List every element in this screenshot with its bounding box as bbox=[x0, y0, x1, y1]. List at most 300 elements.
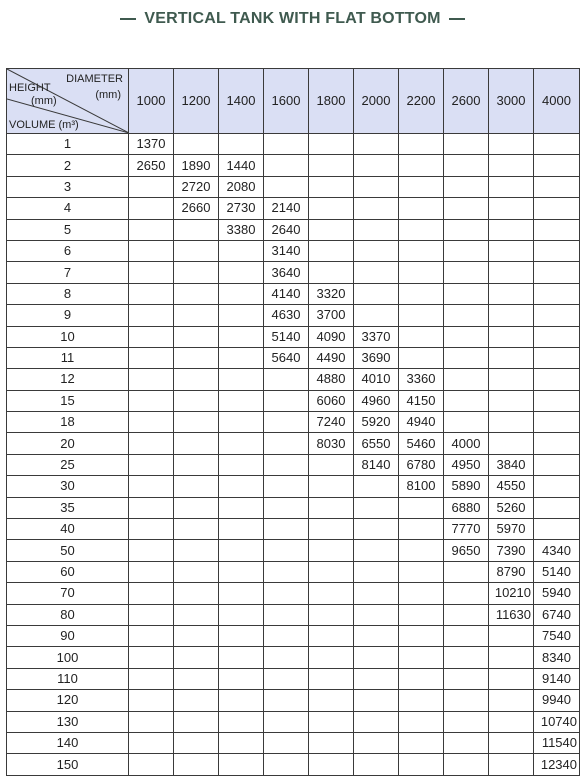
height-cell: 9650 bbox=[444, 540, 489, 561]
height-cell bbox=[129, 711, 174, 732]
height-cell: 2720 bbox=[174, 176, 219, 197]
height-cell bbox=[174, 583, 219, 604]
volume-cell: 8 bbox=[7, 283, 129, 304]
height-cell bbox=[399, 625, 444, 646]
height-cell: 4340 bbox=[534, 540, 580, 561]
height-cell bbox=[174, 561, 219, 582]
volume-label: VOLUME (m³) bbox=[9, 119, 79, 131]
height-cell bbox=[129, 369, 174, 390]
height-cell bbox=[489, 433, 534, 454]
height-cell bbox=[264, 155, 309, 176]
height-cell: 11540 bbox=[534, 732, 580, 753]
height-cell bbox=[534, 347, 580, 368]
height-cell bbox=[489, 369, 534, 390]
height-cell bbox=[219, 262, 264, 283]
height-cell bbox=[444, 176, 489, 197]
table-row bbox=[7, 155, 580, 176]
height-cell bbox=[534, 198, 580, 219]
diameter-label: DIAMETER bbox=[66, 73, 123, 85]
height-cell: 2650 bbox=[129, 155, 174, 176]
height-cell bbox=[534, 155, 580, 176]
height-cell bbox=[354, 561, 399, 582]
height-cell: 5940 bbox=[534, 583, 580, 604]
height-cell bbox=[489, 754, 534, 775]
table-row bbox=[7, 326, 580, 347]
height-cell bbox=[309, 155, 354, 176]
height-cell bbox=[489, 134, 534, 155]
height-cell bbox=[174, 240, 219, 261]
height-cell bbox=[264, 540, 309, 561]
height-cell bbox=[444, 326, 489, 347]
height-cell bbox=[264, 369, 309, 390]
height-cell bbox=[354, 690, 399, 711]
height-cell bbox=[489, 625, 534, 646]
height-cell bbox=[489, 390, 534, 411]
height-cell bbox=[264, 561, 309, 582]
height-cell: 9140 bbox=[534, 668, 580, 689]
table-row bbox=[7, 454, 580, 475]
height-cell bbox=[264, 668, 309, 689]
height-cell bbox=[129, 754, 174, 775]
table-row bbox=[7, 540, 580, 561]
height-cell bbox=[444, 561, 489, 582]
height-cell bbox=[354, 198, 399, 219]
height-cell bbox=[444, 134, 489, 155]
height-cell bbox=[489, 347, 534, 368]
height-cell bbox=[399, 540, 444, 561]
height-cell bbox=[129, 561, 174, 582]
height-cell bbox=[354, 240, 399, 261]
height-cell bbox=[354, 219, 399, 240]
height-cell bbox=[309, 519, 354, 540]
height-cell bbox=[219, 625, 264, 646]
height-cell: 8790 bbox=[489, 561, 534, 582]
height-cell bbox=[264, 476, 309, 497]
height-cell bbox=[444, 198, 489, 219]
height-cell bbox=[264, 732, 309, 753]
height-cell bbox=[219, 369, 264, 390]
table-row bbox=[7, 647, 580, 668]
height-cell bbox=[219, 305, 264, 326]
height-cell bbox=[444, 240, 489, 261]
height-cell bbox=[444, 347, 489, 368]
height-cell bbox=[444, 305, 489, 326]
height-cell bbox=[444, 604, 489, 625]
table-row bbox=[7, 604, 580, 625]
height-cell bbox=[219, 476, 264, 497]
height-cell: 5970 bbox=[489, 519, 534, 540]
height-cell: 5260 bbox=[489, 497, 534, 518]
height-cell bbox=[309, 540, 354, 561]
height-cell bbox=[129, 690, 174, 711]
volume-cell: 80 bbox=[7, 604, 129, 625]
height-cell: 4000 bbox=[444, 433, 489, 454]
height-cell bbox=[354, 754, 399, 775]
volume-cell: 140 bbox=[7, 732, 129, 753]
height-cell bbox=[309, 647, 354, 668]
height-cell bbox=[309, 711, 354, 732]
diameter-column-header: 1400 bbox=[219, 69, 264, 134]
height-cell bbox=[264, 412, 309, 433]
height-cell bbox=[354, 711, 399, 732]
height-cell: 2640 bbox=[264, 219, 309, 240]
height-cell: 4090 bbox=[309, 326, 354, 347]
height-cell bbox=[444, 625, 489, 646]
height-cell bbox=[264, 690, 309, 711]
height-cell bbox=[174, 454, 219, 475]
height-cell: 1440 bbox=[219, 155, 264, 176]
diameter-column-header: 4000 bbox=[534, 69, 580, 134]
height-cell bbox=[489, 732, 534, 753]
volume-cell: 60 bbox=[7, 561, 129, 582]
height-cell: 1890 bbox=[174, 155, 219, 176]
height-cell bbox=[534, 262, 580, 283]
height-cell bbox=[399, 668, 444, 689]
height-cell bbox=[264, 176, 309, 197]
height-cell bbox=[489, 668, 534, 689]
height-cell bbox=[399, 134, 444, 155]
height-cell bbox=[354, 283, 399, 304]
height-cell bbox=[219, 347, 264, 368]
height-cell bbox=[174, 262, 219, 283]
height-cell bbox=[129, 625, 174, 646]
table-row bbox=[7, 625, 580, 646]
table-row bbox=[7, 176, 580, 197]
table-row bbox=[7, 390, 580, 411]
height-cell bbox=[444, 732, 489, 753]
height-cell bbox=[174, 519, 219, 540]
height-cell: 10210 bbox=[489, 583, 534, 604]
table-row bbox=[7, 198, 580, 219]
height-cell bbox=[399, 219, 444, 240]
height-cell bbox=[534, 412, 580, 433]
height-cell bbox=[444, 155, 489, 176]
volume-cell: 20 bbox=[7, 433, 129, 454]
height-cell bbox=[174, 732, 219, 753]
table-row bbox=[7, 583, 580, 604]
height-cell: 8030 bbox=[309, 433, 354, 454]
height-cell bbox=[174, 690, 219, 711]
diameter-column-header: 1800 bbox=[309, 69, 354, 134]
diameter-unit-label: (mm) bbox=[95, 89, 121, 101]
volume-cell: 35 bbox=[7, 497, 129, 518]
height-cell: 5890 bbox=[444, 476, 489, 497]
volume-cell: 15 bbox=[7, 390, 129, 411]
height-cell: 5140 bbox=[264, 326, 309, 347]
height-cell bbox=[444, 369, 489, 390]
height-cell bbox=[174, 476, 219, 497]
height-cell bbox=[399, 497, 444, 518]
height-cell bbox=[129, 519, 174, 540]
height-cell bbox=[174, 604, 219, 625]
height-cell bbox=[129, 412, 174, 433]
height-cell bbox=[534, 476, 580, 497]
height-cell bbox=[444, 711, 489, 732]
height-cell bbox=[219, 668, 264, 689]
height-cell bbox=[444, 754, 489, 775]
height-cell bbox=[174, 390, 219, 411]
corner-header-cell bbox=[7, 69, 129, 134]
volume-cell: 40 bbox=[7, 519, 129, 540]
height-cell bbox=[309, 476, 354, 497]
volume-cell: 130 bbox=[7, 711, 129, 732]
height-cell bbox=[489, 412, 534, 433]
height-cell bbox=[444, 647, 489, 668]
height-cell bbox=[489, 176, 534, 197]
height-cell bbox=[309, 604, 354, 625]
height-cell: 6780 bbox=[399, 454, 444, 475]
height-cell bbox=[219, 561, 264, 582]
volume-cell: 1 bbox=[7, 134, 129, 155]
height-cell bbox=[399, 519, 444, 540]
diameter-column-header: 2600 bbox=[444, 69, 489, 134]
height-cell bbox=[309, 497, 354, 518]
height-cell bbox=[174, 647, 219, 668]
height-cell: 6550 bbox=[354, 433, 399, 454]
height-cell bbox=[534, 519, 580, 540]
height-cell bbox=[129, 497, 174, 518]
height-cell bbox=[354, 519, 399, 540]
height-cell bbox=[444, 390, 489, 411]
height-cell: 4550 bbox=[489, 476, 534, 497]
volume-cell: 70 bbox=[7, 583, 129, 604]
height-cell bbox=[534, 219, 580, 240]
diameter-column-header: 1200 bbox=[174, 69, 219, 134]
height-cell bbox=[534, 433, 580, 454]
height-cell bbox=[219, 711, 264, 732]
table-row bbox=[7, 754, 580, 775]
height-cell bbox=[219, 240, 264, 261]
diameter-column-header: 1600 bbox=[264, 69, 309, 134]
height-cell bbox=[354, 668, 399, 689]
height-cell bbox=[129, 305, 174, 326]
table-row bbox=[7, 369, 580, 390]
volume-cell: 9 bbox=[7, 305, 129, 326]
height-cell bbox=[354, 647, 399, 668]
height-cell bbox=[309, 176, 354, 197]
height-cell bbox=[129, 540, 174, 561]
height-cell bbox=[264, 625, 309, 646]
height-cell: 4150 bbox=[399, 390, 444, 411]
height-cell: 7240 bbox=[309, 412, 354, 433]
height-cell: 7540 bbox=[534, 625, 580, 646]
volume-cell: 50 bbox=[7, 540, 129, 561]
height-cell bbox=[444, 668, 489, 689]
table-row bbox=[7, 347, 580, 368]
height-cell bbox=[219, 690, 264, 711]
height-unit-label: (mm) bbox=[31, 95, 57, 107]
volume-cell: 6 bbox=[7, 240, 129, 261]
height-cell bbox=[174, 347, 219, 368]
height-cell bbox=[309, 262, 354, 283]
height-cell: 4630 bbox=[264, 305, 309, 326]
volume-cell: 150 bbox=[7, 754, 129, 775]
height-cell bbox=[174, 369, 219, 390]
height-cell bbox=[129, 454, 174, 475]
height-cell bbox=[399, 326, 444, 347]
height-cell: 7770 bbox=[444, 519, 489, 540]
height-cell bbox=[174, 412, 219, 433]
volume-cell: 2 bbox=[7, 155, 129, 176]
title-left-dash bbox=[120, 18, 136, 20]
height-cell bbox=[309, 754, 354, 775]
height-cell bbox=[534, 176, 580, 197]
height-cell bbox=[399, 305, 444, 326]
height-cell: 11630 bbox=[489, 604, 534, 625]
height-cell bbox=[489, 155, 534, 176]
height-cell bbox=[309, 219, 354, 240]
table-row bbox=[7, 240, 580, 261]
height-cell bbox=[444, 262, 489, 283]
height-cell bbox=[534, 497, 580, 518]
height-cell bbox=[489, 198, 534, 219]
height-cell bbox=[399, 583, 444, 604]
height-cell: 3700 bbox=[309, 305, 354, 326]
height-cell: 8100 bbox=[399, 476, 444, 497]
table-row bbox=[7, 690, 580, 711]
page-title: VERTICAL TANK WITH FLAT BOTTOM bbox=[144, 10, 441, 27]
height-cell bbox=[309, 625, 354, 646]
height-cell bbox=[354, 155, 399, 176]
diameter-column-header: 1000 bbox=[129, 69, 174, 134]
diameter-column-header: 2200 bbox=[399, 69, 444, 134]
height-cell bbox=[534, 390, 580, 411]
volume-cell: 10 bbox=[7, 326, 129, 347]
height-cell bbox=[399, 262, 444, 283]
volume-cell: 3 bbox=[7, 176, 129, 197]
table-row bbox=[7, 134, 580, 155]
height-cell bbox=[219, 433, 264, 454]
table-row bbox=[7, 283, 580, 304]
height-cell bbox=[354, 604, 399, 625]
height-cell bbox=[174, 540, 219, 561]
height-cell bbox=[309, 583, 354, 604]
height-cell bbox=[129, 283, 174, 304]
height-cell: 3380 bbox=[219, 219, 264, 240]
diameter-column-header: 3000 bbox=[489, 69, 534, 134]
table-header-row bbox=[7, 69, 580, 134]
table-row bbox=[7, 219, 580, 240]
volume-cell: 90 bbox=[7, 625, 129, 646]
height-cell bbox=[309, 690, 354, 711]
height-cell: 5460 bbox=[399, 433, 444, 454]
table-row bbox=[7, 476, 580, 497]
height-cell bbox=[219, 754, 264, 775]
height-cell bbox=[129, 732, 174, 753]
height-cell: 3690 bbox=[354, 347, 399, 368]
height-cell bbox=[309, 668, 354, 689]
height-cell: 4940 bbox=[399, 412, 444, 433]
height-cell: 4950 bbox=[444, 454, 489, 475]
height-cell bbox=[129, 390, 174, 411]
page-title-bar bbox=[0, 6, 585, 32]
height-cell bbox=[174, 326, 219, 347]
height-cell: 4490 bbox=[309, 347, 354, 368]
height-cell bbox=[354, 134, 399, 155]
height-cell bbox=[399, 690, 444, 711]
table-row bbox=[7, 711, 580, 732]
height-cell bbox=[219, 540, 264, 561]
height-cell bbox=[219, 454, 264, 475]
height-cell bbox=[219, 732, 264, 753]
height-cell: 10740 bbox=[534, 711, 580, 732]
height-cell: 4880 bbox=[309, 369, 354, 390]
height-cell bbox=[129, 433, 174, 454]
height-cell bbox=[534, 134, 580, 155]
height-cell: 8340 bbox=[534, 647, 580, 668]
table-row bbox=[7, 561, 580, 582]
height-cell: 8140 bbox=[354, 454, 399, 475]
height-cell: 3640 bbox=[264, 262, 309, 283]
height-cell: 3840 bbox=[489, 454, 534, 475]
height-cell: 2080 bbox=[219, 176, 264, 197]
height-cell bbox=[174, 134, 219, 155]
height-cell bbox=[534, 240, 580, 261]
height-cell bbox=[264, 647, 309, 668]
height-cell bbox=[264, 134, 309, 155]
height-cell bbox=[219, 134, 264, 155]
height-cell bbox=[354, 305, 399, 326]
height-cell bbox=[354, 497, 399, 518]
height-cell bbox=[174, 219, 219, 240]
table-row bbox=[7, 497, 580, 518]
height-cell bbox=[354, 476, 399, 497]
height-cell bbox=[264, 433, 309, 454]
height-cell bbox=[309, 134, 354, 155]
height-cell bbox=[444, 283, 489, 304]
height-cell bbox=[489, 326, 534, 347]
height-cell bbox=[489, 305, 534, 326]
height-cell bbox=[264, 497, 309, 518]
height-cell bbox=[264, 711, 309, 732]
height-cell bbox=[129, 198, 174, 219]
tank-spec-table bbox=[6, 68, 580, 776]
height-cell: 3320 bbox=[309, 283, 354, 304]
height-cell bbox=[354, 262, 399, 283]
height-cell bbox=[309, 240, 354, 261]
height-cell bbox=[399, 347, 444, 368]
height-cell bbox=[129, 176, 174, 197]
height-cell bbox=[219, 604, 264, 625]
title-right-dash bbox=[449, 18, 465, 20]
height-cell: 3360 bbox=[399, 369, 444, 390]
height-cell bbox=[534, 305, 580, 326]
height-cell bbox=[399, 754, 444, 775]
height-cell bbox=[399, 561, 444, 582]
height-cell bbox=[264, 754, 309, 775]
volume-cell: 30 bbox=[7, 476, 129, 497]
volume-cell: 120 bbox=[7, 690, 129, 711]
height-cell: 1370 bbox=[129, 134, 174, 155]
height-cell: 5140 bbox=[534, 561, 580, 582]
height-cell bbox=[489, 711, 534, 732]
height-cell bbox=[354, 583, 399, 604]
height-cell bbox=[489, 240, 534, 261]
height-cell bbox=[219, 326, 264, 347]
height-label: HEIGHT bbox=[9, 82, 51, 94]
height-cell bbox=[219, 583, 264, 604]
height-cell: 3370 bbox=[354, 326, 399, 347]
volume-cell: 12 bbox=[7, 369, 129, 390]
height-cell: 4140 bbox=[264, 283, 309, 304]
height-cell bbox=[354, 732, 399, 753]
height-cell bbox=[444, 412, 489, 433]
height-cell bbox=[309, 198, 354, 219]
height-cell: 6740 bbox=[534, 604, 580, 625]
height-cell bbox=[129, 668, 174, 689]
table-row bbox=[7, 305, 580, 326]
table-body bbox=[7, 134, 580, 776]
